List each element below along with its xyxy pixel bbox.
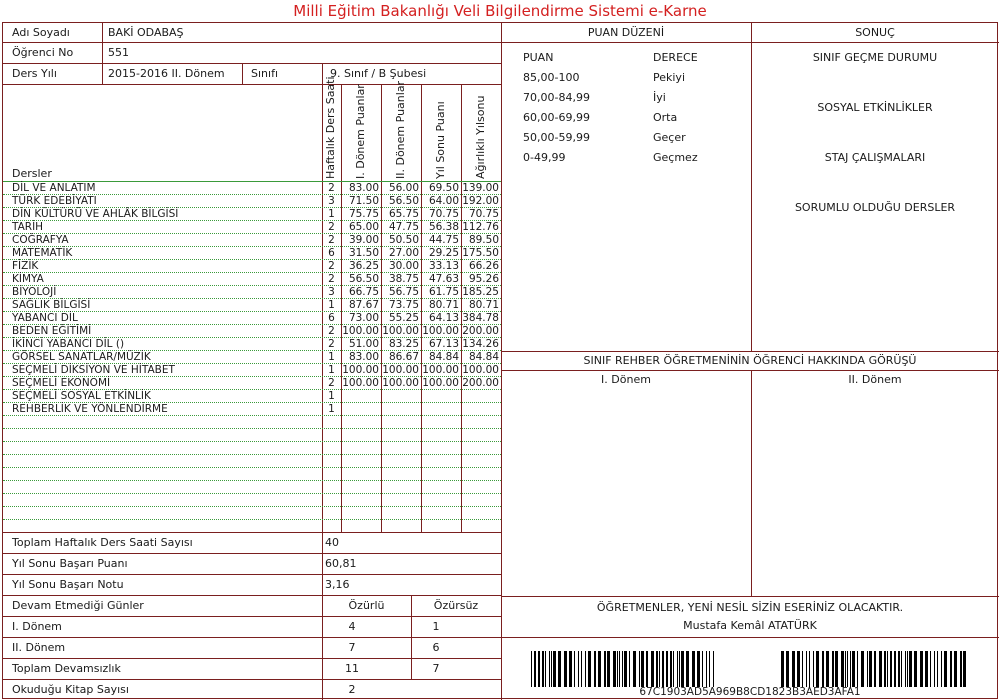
barcode-code: 67C1903AD5A969B8CD1823B3AED3AFA1 bbox=[639, 686, 861, 698]
barcode-bar bbox=[633, 651, 636, 687]
barcode-bar bbox=[581, 651, 582, 687]
scale-header: PUAN DÜZENİ bbox=[587, 26, 665, 39]
lesson-w: 100.00 bbox=[462, 364, 499, 376]
barcode-bar bbox=[826, 651, 829, 687]
lesson-w: 175.50 bbox=[462, 247, 499, 259]
barcode-bar bbox=[588, 651, 591, 687]
scale-grade: Pekiyi bbox=[653, 71, 686, 84]
lesson-t2: 86.67 bbox=[388, 351, 419, 363]
lesson-t1: 83.00 bbox=[348, 351, 379, 363]
barcode-bar bbox=[613, 651, 616, 687]
table-row bbox=[3, 455, 501, 468]
scale-puan-label: PUAN bbox=[523, 51, 554, 64]
lesson-w: 70.75 bbox=[468, 208, 499, 220]
lesson-t1: 39.00 bbox=[348, 234, 379, 246]
lesson-hours: 1 bbox=[328, 390, 335, 402]
barcode-bar bbox=[677, 651, 678, 687]
quote-author: Mustafa Kemâl ATATÜRK bbox=[683, 619, 817, 632]
barcode-bar bbox=[564, 651, 567, 687]
result-item: SORUMLU OLDUĞU DERSLER bbox=[794, 201, 956, 214]
lesson-ys: 61.75 bbox=[428, 286, 459, 298]
lesson-name: SEÇMELİ SOSYAL ETKİNLİK bbox=[12, 390, 151, 402]
lesson-hours: 1 bbox=[328, 351, 335, 363]
result-header: SONUÇ bbox=[855, 26, 895, 39]
lesson-w: 89.50 bbox=[468, 234, 499, 246]
barcode-bar bbox=[920, 651, 923, 687]
lesson-t2: 38.75 bbox=[388, 273, 419, 285]
lesson-name: TÜRK EDEBİYATI bbox=[12, 195, 97, 207]
barcode-bar bbox=[629, 651, 630, 687]
lesson-hours: 2 bbox=[328, 325, 335, 337]
lesson-t1: 36.25 bbox=[348, 260, 379, 272]
attendance-term1-unexcused: 1 bbox=[432, 620, 440, 633]
barcode-bar bbox=[832, 651, 834, 687]
lesson-t2: 56.75 bbox=[388, 286, 419, 298]
attendance-term2-unexcused: 6 bbox=[432, 641, 440, 654]
barcode-bar bbox=[706, 651, 707, 687]
barcode-bar bbox=[850, 651, 851, 687]
barcode-bar bbox=[884, 651, 886, 687]
hours-header: Haftalık Ders Saati bbox=[324, 76, 337, 179]
lesson-hours: 2 bbox=[328, 234, 335, 246]
lesson-t1: 65.00 bbox=[348, 221, 379, 233]
table-row bbox=[3, 338, 501, 351]
barcode-bar bbox=[651, 651, 654, 687]
lesson-ys: 84.84 bbox=[428, 351, 459, 363]
barcode-bar bbox=[578, 651, 579, 687]
lesson-hours: 3 bbox=[328, 286, 335, 298]
lesson-ys: 44.75 bbox=[428, 234, 459, 246]
lesson-name: SAĞLIK BİLGİSİ bbox=[12, 299, 91, 311]
lesson-name: BEDEN EĞİTİMİ bbox=[12, 325, 92, 337]
year-label: Ders Yılı bbox=[12, 67, 57, 80]
lesson-w: 384.78 bbox=[462, 312, 499, 324]
lesson-t2: 30.00 bbox=[388, 260, 419, 272]
lesson-ys: 56.38 bbox=[428, 221, 459, 233]
table-row bbox=[3, 299, 501, 312]
barcode-bar bbox=[934, 651, 935, 687]
barcode-bar bbox=[781, 651, 784, 687]
barcode-bar bbox=[944, 651, 947, 687]
barcode-bar bbox=[709, 651, 710, 687]
barcode-bar bbox=[867, 651, 868, 687]
lesson-hours: 1 bbox=[328, 403, 335, 415]
barcode-bar bbox=[641, 651, 644, 687]
barcode-bar bbox=[551, 651, 552, 687]
lesson-ys: 64.13 bbox=[428, 312, 459, 324]
barcode-bar bbox=[692, 651, 695, 687]
table-row bbox=[3, 377, 501, 390]
barcode-bar bbox=[594, 651, 596, 687]
barcode-bar bbox=[569, 651, 572, 687]
lesson-w: 66.26 bbox=[468, 260, 499, 272]
lesson-name: DİN KÜLTÜRÜ VE AHLÂK BİLGİSİ bbox=[12, 208, 179, 220]
lesson-t2: 27.00 bbox=[388, 247, 419, 259]
lesson-hours: 3 bbox=[328, 195, 335, 207]
lesson-ys: 67.13 bbox=[428, 338, 459, 350]
table-row bbox=[3, 286, 501, 299]
barcode-bar bbox=[607, 651, 610, 687]
lesson-w: 185.25 bbox=[462, 286, 499, 298]
barcode-bar bbox=[656, 651, 658, 687]
barcode-right bbox=[781, 651, 969, 687]
barcode-bar bbox=[914, 651, 917, 687]
lessons-table bbox=[3, 182, 501, 532]
lesson-ys: 100.00 bbox=[422, 364, 459, 376]
lesson-w: 80.71 bbox=[468, 299, 499, 311]
lesson-ys: 33.13 bbox=[428, 260, 459, 272]
lesson-name: GÖRSEL SANATLAR/MÜZİK bbox=[12, 351, 151, 363]
lesson-t2: 55.25 bbox=[388, 312, 419, 324]
barcode-bar bbox=[639, 651, 640, 687]
scale-grade: Geçmez bbox=[653, 151, 698, 164]
attendance-term1-label: I. Dönem bbox=[12, 620, 62, 633]
scale-grade: Orta bbox=[653, 111, 678, 124]
excused-label: Özürlü bbox=[348, 599, 385, 612]
total-hours-label: Toplam Haftalık Ders Saati Sayısı bbox=[12, 536, 193, 549]
scale-range: 70,00-84,99 bbox=[523, 91, 590, 104]
barcode-bar bbox=[852, 651, 855, 687]
lesson-ys: 100.00 bbox=[422, 377, 459, 389]
scale-derece-label: DERECE bbox=[653, 51, 698, 64]
year-grade-value: 3,16 bbox=[325, 578, 350, 591]
barcode-bar bbox=[786, 651, 789, 687]
lesson-t2: 100.00 bbox=[382, 364, 419, 376]
attendance-total-excused: 11 bbox=[345, 662, 359, 675]
attendance-total-label: Toplam Devamsızlık bbox=[12, 662, 121, 675]
student-no-value: 551 bbox=[108, 46, 129, 59]
weighted-header: Ağırlıklı Yılsonu bbox=[474, 95, 487, 179]
lesson-t2: 100.00 bbox=[382, 325, 419, 337]
barcode-left bbox=[531, 651, 716, 687]
lesson-hours: 2 bbox=[328, 182, 335, 194]
lesson-t1: 100.00 bbox=[342, 364, 379, 376]
table-row bbox=[3, 325, 501, 338]
barcode-bar bbox=[930, 651, 931, 687]
barcode-bar bbox=[909, 651, 912, 687]
report-card bbox=[2, 22, 998, 699]
barcode-bar bbox=[894, 651, 896, 687]
row-divider bbox=[3, 519, 501, 520]
scale-range: 50,00-59,99 bbox=[523, 131, 590, 144]
result-item: STAJ ÇALIŞMALARI bbox=[824, 151, 926, 164]
lesson-t2: 56.00 bbox=[388, 182, 419, 194]
barcode-bar bbox=[542, 651, 544, 687]
lesson-t1: 31.50 bbox=[348, 247, 379, 259]
lesson-name: REHBERLİK VE YÖNLENDİRME bbox=[12, 403, 168, 415]
lesson-name: TARİH bbox=[12, 221, 44, 233]
barcode-bar bbox=[531, 651, 532, 687]
year-value: 2015-2016 II. Dönem bbox=[108, 67, 225, 80]
barcode-bar bbox=[960, 651, 962, 687]
page-title: Milli Eğitim Bakanlığı Veli Bilgilendirme Sistemi e-Karne bbox=[293, 2, 707, 20]
barcode-bar bbox=[841, 651, 844, 687]
barcode-bar bbox=[797, 651, 800, 687]
lesson-name: DİL VE ANLATIM bbox=[12, 182, 96, 194]
barcode-bar bbox=[702, 651, 703, 687]
barcode-bar bbox=[874, 651, 876, 687]
name-label: Adı Soyadı bbox=[12, 26, 70, 39]
table-row bbox=[3, 234, 501, 247]
lesson-t1: 56.50 bbox=[348, 273, 379, 285]
lesson-t2: 47.75 bbox=[388, 221, 419, 233]
attendance-term2-excused: 7 bbox=[348, 641, 356, 654]
barcode-bar bbox=[617, 651, 618, 687]
barcode-bar bbox=[901, 651, 902, 687]
lesson-t2: 50.50 bbox=[388, 234, 419, 246]
lesson-w: 84.84 bbox=[468, 351, 499, 363]
lesson-hours: 6 bbox=[328, 247, 335, 259]
unexcused-label: Özürsüz bbox=[433, 599, 479, 612]
barcode-bar bbox=[713, 651, 714, 687]
lesson-name: BİYOLOJİ bbox=[12, 286, 57, 298]
barcode-bar bbox=[950, 651, 952, 687]
barcode-bar bbox=[887, 651, 888, 687]
lesson-w: 200.00 bbox=[462, 325, 499, 337]
barcode-bar bbox=[835, 651, 838, 687]
lesson-t2: 83.25 bbox=[388, 338, 419, 350]
barcode-bar bbox=[624, 651, 627, 687]
lesson-t1: 51.00 bbox=[348, 338, 379, 350]
lesson-ys: 29.25 bbox=[428, 247, 459, 259]
term2-header: II. Dönem Puanlar bbox=[394, 80, 407, 179]
term1-header: I. Dönem Puanlar bbox=[354, 84, 367, 179]
teacher-term1-label: I. Dönem bbox=[601, 373, 651, 386]
table-row bbox=[3, 429, 501, 442]
barcode-bar bbox=[954, 651, 957, 687]
barcode-bar bbox=[845, 651, 846, 687]
lessons-header: Dersler bbox=[12, 167, 52, 180]
lesson-name: SEÇMELİ DİKSİYON VE HİTABET bbox=[12, 364, 175, 376]
table-row bbox=[3, 442, 501, 455]
lesson-ys: 80.71 bbox=[428, 299, 459, 311]
table-row bbox=[3, 182, 501, 195]
table-row bbox=[3, 312, 501, 325]
year-score-header: Yıl Sonu Puanı bbox=[434, 101, 447, 179]
table-row bbox=[3, 481, 501, 494]
lesson-ys: 100.00 bbox=[422, 325, 459, 337]
teacher-term2-label: II. Dönem bbox=[848, 373, 902, 386]
barcode-bar bbox=[598, 651, 601, 687]
lesson-name: YABANCI DİL bbox=[12, 312, 78, 324]
lesson-name: KİMYA bbox=[12, 273, 44, 285]
barcode-bar bbox=[941, 651, 942, 687]
lesson-hours: 2 bbox=[328, 377, 335, 389]
lesson-t1: 66.75 bbox=[348, 286, 379, 298]
barcode-bar bbox=[847, 651, 848, 687]
lesson-w: 95.26 bbox=[468, 273, 499, 285]
student-no-label: Öğrenci No bbox=[12, 46, 74, 59]
barcode-bar bbox=[937, 651, 938, 687]
barcode-bar bbox=[553, 651, 556, 687]
lesson-ys: 64.00 bbox=[428, 195, 459, 207]
barcode-bar bbox=[816, 651, 819, 687]
barcode-bar bbox=[813, 651, 814, 687]
year-grade-label: Yıl Sonu Başarı Notu bbox=[12, 578, 124, 591]
result-item: SOSYAL ETKİNLİKLER bbox=[817, 101, 933, 114]
lesson-hours: 2 bbox=[328, 273, 335, 285]
barcode-bar bbox=[619, 651, 620, 687]
table-row bbox=[3, 221, 501, 234]
barcode-bar bbox=[809, 651, 810, 687]
barcode-bar bbox=[585, 651, 586, 687]
lesson-t1: 73.00 bbox=[348, 312, 379, 324]
lesson-t1: 71.50 bbox=[348, 195, 379, 207]
lesson-ys: 69.50 bbox=[428, 182, 459, 194]
table-row bbox=[3, 195, 501, 208]
lesson-t2: 73.75 bbox=[388, 299, 419, 311]
lesson-w: 134.26 bbox=[462, 338, 499, 350]
barcode-bar bbox=[822, 651, 824, 687]
table-row bbox=[3, 403, 501, 416]
barcode-bar bbox=[574, 651, 575, 687]
barcode-bar bbox=[681, 651, 684, 687]
lesson-name: MATEMATİK bbox=[12, 247, 73, 259]
lesson-name: SEÇMELİ EKONOMİ bbox=[12, 377, 111, 389]
table-row bbox=[3, 468, 501, 481]
barcode-bar bbox=[907, 651, 908, 687]
barcode-bar bbox=[545, 651, 546, 687]
table-row bbox=[3, 507, 501, 520]
attendance-term1-excused: 4 bbox=[348, 620, 356, 633]
scale-grade: İyi bbox=[653, 91, 666, 104]
barcode-bar bbox=[673, 651, 674, 687]
table-row bbox=[3, 247, 501, 260]
lesson-w: 139.00 bbox=[462, 182, 499, 194]
lesson-hours: 2 bbox=[328, 338, 335, 350]
lesson-hours: 1 bbox=[328, 364, 335, 376]
lesson-t1: 100.00 bbox=[342, 377, 379, 389]
class-label: Sınıfı bbox=[251, 67, 278, 80]
lesson-hours: 1 bbox=[328, 299, 335, 311]
lesson-ys: 47.63 bbox=[428, 273, 459, 285]
table-row bbox=[3, 364, 501, 377]
barcode-bar bbox=[806, 651, 807, 687]
attendance-total-unexcused: 7 bbox=[432, 662, 440, 675]
barcode-bar bbox=[861, 651, 864, 687]
lesson-t1: 87.67 bbox=[348, 299, 379, 311]
attendance-label: Devam Etmediği Günler bbox=[12, 599, 144, 612]
barcode-bar bbox=[534, 651, 536, 687]
year-score-label: Yıl Sonu Başarı Puanı bbox=[12, 557, 128, 570]
lesson-hours: 2 bbox=[328, 260, 335, 272]
barcode-bar bbox=[857, 651, 858, 687]
table-row bbox=[3, 260, 501, 273]
barcode-bar bbox=[925, 651, 928, 687]
teacher-opinion-header: SINIF REHBER ÖĞRETMENİNİN ÖĞRENCİ HAKKINDA GÖRÜŞÜ bbox=[583, 354, 917, 367]
barcode-bar bbox=[869, 651, 872, 687]
barcode-bar bbox=[604, 651, 606, 687]
barcode-bar bbox=[662, 651, 664, 687]
lesson-hours: 1 bbox=[328, 208, 335, 220]
lesson-name: COĞRAFYA bbox=[12, 234, 69, 246]
scale-range: 60,00-69,99 bbox=[523, 111, 590, 124]
table-row bbox=[3, 494, 501, 507]
scale-range: 85,00-100 bbox=[523, 71, 580, 84]
barcode-bar bbox=[792, 651, 795, 687]
lesson-name: FİZİK bbox=[12, 260, 39, 272]
name-value: BAKİ ODABAŞ bbox=[108, 26, 184, 39]
lesson-t2: 100.00 bbox=[382, 377, 419, 389]
barcode-bar bbox=[558, 651, 561, 687]
barcode-bar bbox=[659, 651, 660, 687]
barcode-bar bbox=[963, 651, 966, 687]
scale-range: 0-49,99 bbox=[523, 151, 566, 164]
lesson-t1: 83.00 bbox=[348, 182, 379, 194]
lesson-name: İKİNCİ YABANCI DİL () bbox=[12, 338, 125, 350]
barcode-bar bbox=[666, 651, 668, 687]
table-row bbox=[3, 390, 501, 403]
table-row bbox=[3, 208, 501, 221]
lesson-t1: 75.75 bbox=[348, 208, 379, 220]
books-label: Okuduğu Kitap Sayısı bbox=[12, 683, 129, 696]
lesson-t2: 65.75 bbox=[388, 208, 419, 220]
barcode-bar bbox=[549, 651, 550, 687]
barcode-bar bbox=[686, 651, 689, 687]
result-item: SINIF GEÇME DURUMU bbox=[812, 51, 938, 64]
barcode-bar bbox=[879, 651, 882, 687]
lesson-hours: 2 bbox=[328, 221, 335, 233]
lesson-w: 192.00 bbox=[462, 195, 499, 207]
year-score-value: 60,81 bbox=[325, 557, 357, 570]
books-value: 2 bbox=[348, 683, 356, 696]
ataturk-quote: ÖĞRETMENLER, YENİ NESİL SİZİN ESERİNİZ OLACAKTIR. bbox=[596, 601, 904, 614]
lesson-ys: 70.75 bbox=[428, 208, 459, 220]
class-value: 9. Sınıf / B Şubesi bbox=[330, 67, 427, 80]
lesson-w: 112.76 bbox=[462, 221, 499, 233]
lesson-w: 200.00 bbox=[462, 377, 499, 389]
barcode-bar bbox=[890, 651, 892, 687]
barcode-bar bbox=[538, 651, 540, 687]
lesson-t1: 100.00 bbox=[342, 325, 379, 337]
barcode-bar bbox=[679, 651, 680, 687]
barcode-bar bbox=[646, 651, 648, 687]
scale-grade: Geçer bbox=[653, 131, 686, 144]
table-row bbox=[3, 351, 501, 364]
lesson-hours: 6 bbox=[328, 312, 335, 324]
barcode-bar bbox=[898, 651, 900, 687]
barcode-bar bbox=[622, 651, 623, 687]
barcode-bar bbox=[905, 651, 906, 687]
total-hours-value: 40 bbox=[325, 536, 339, 549]
lesson-t2: 56.50 bbox=[388, 195, 419, 207]
barcode-bar bbox=[802, 651, 803, 687]
barcode-bar bbox=[697, 651, 700, 687]
table-row bbox=[3, 273, 501, 286]
attendance-term2-label: II. Dönem bbox=[12, 641, 66, 654]
barcode-bar bbox=[670, 651, 672, 687]
table-row bbox=[3, 416, 501, 429]
